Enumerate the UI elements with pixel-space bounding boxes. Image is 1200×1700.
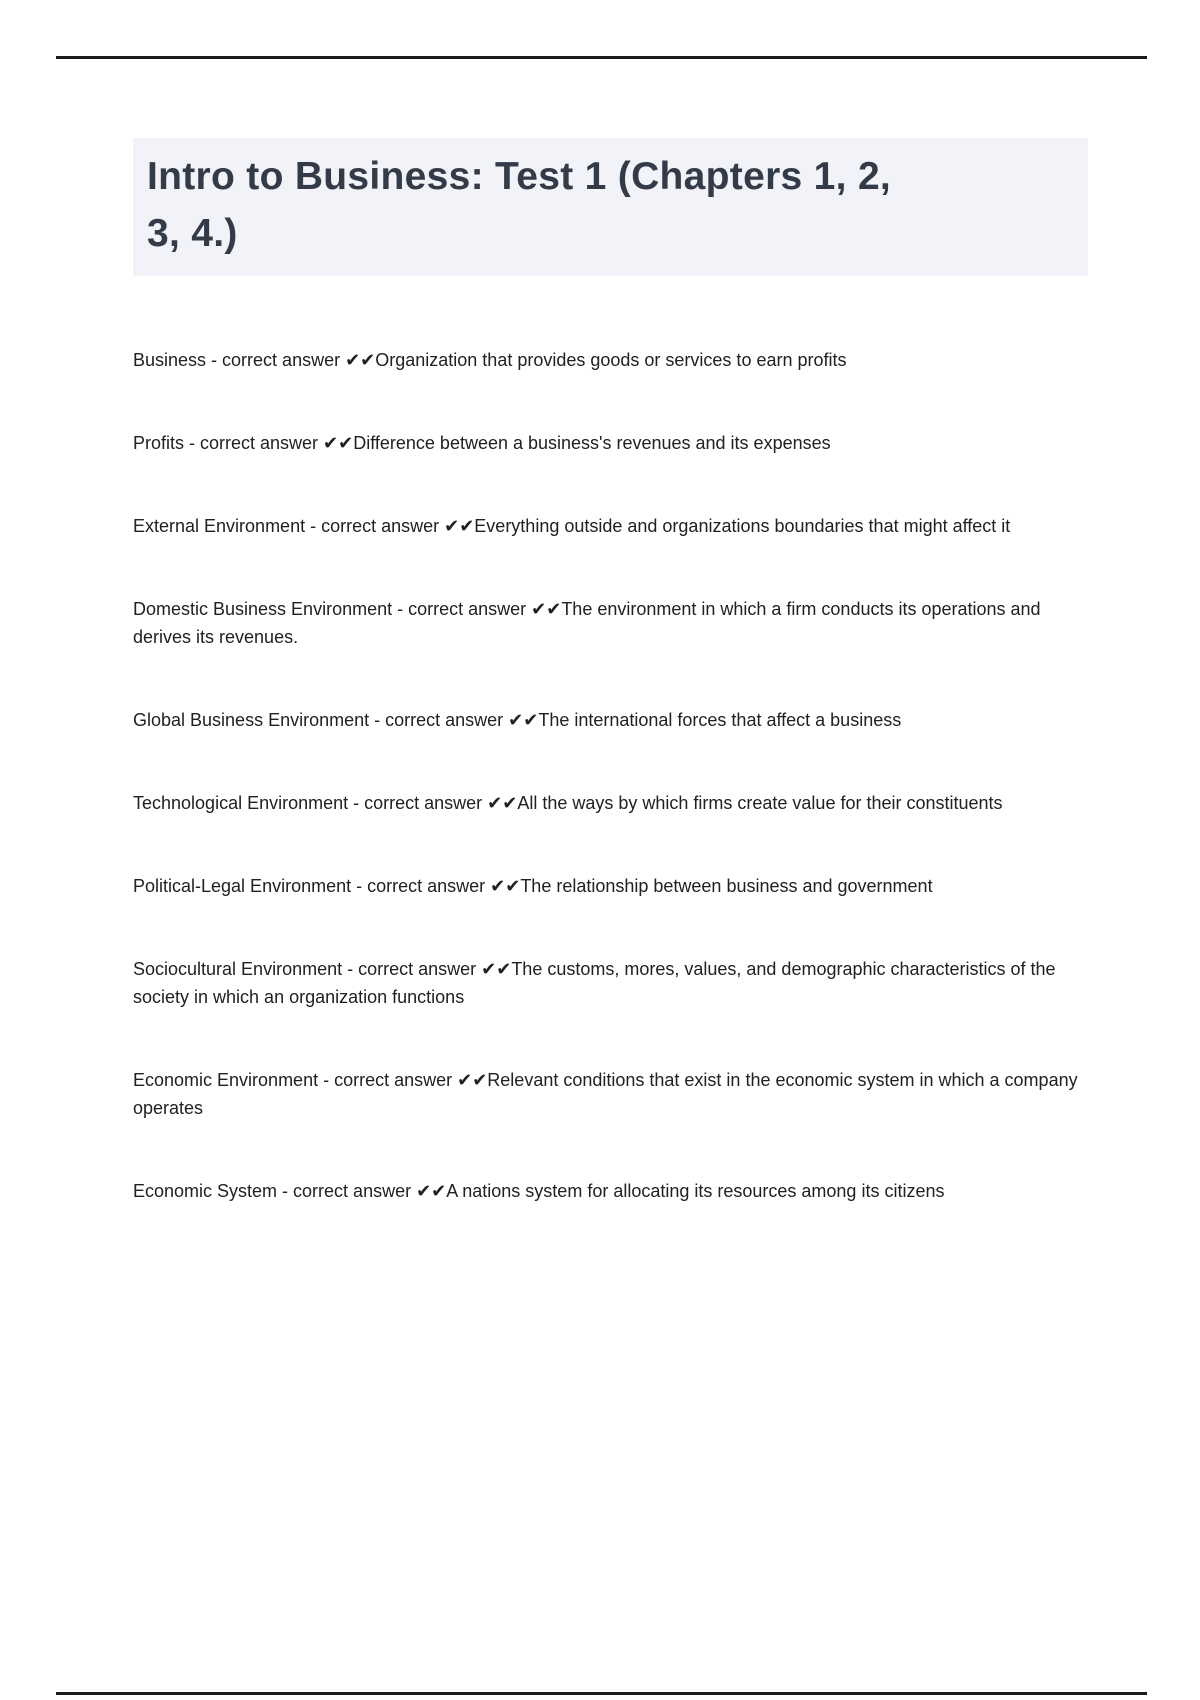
- qa-definition: Organization that provides goods or services to earn profits: [375, 350, 847, 370]
- qa-term: Political-Legal Environment: [133, 876, 352, 896]
- document-content: [133, 138, 1100, 1260]
- qa-term: Economic Environment: [133, 1070, 319, 1090]
- qa-definition: A nations system for allocating its resources among its citizens: [446, 1181, 945, 1201]
- qa-term: Technological Environment: [133, 793, 349, 813]
- qa-entry: [133, 512, 1093, 540]
- qa-definition: All the ways by which firms create value for their constituents: [517, 793, 1003, 813]
- qa-term: Economic System: [133, 1181, 278, 1201]
- qa-entry: [133, 595, 1093, 651]
- qa-entry: [133, 706, 1093, 734]
- qa-entry: [133, 1177, 1093, 1205]
- qa-definition: The relationship between business and government: [520, 876, 933, 896]
- qa-separator: - correct answer ✔✔: [351, 876, 521, 896]
- qa-term: Business: [133, 350, 207, 370]
- page-title: [133, 138, 1088, 276]
- qa-entry: [133, 1066, 1093, 1122]
- qa-entry: [133, 955, 1093, 1011]
- qa-separator: - correct answer ✔✔: [318, 1070, 488, 1090]
- qa-entry: [133, 872, 1093, 900]
- top-rule: [56, 56, 1147, 59]
- qa-term: Global Business Environment: [133, 710, 370, 730]
- qa-separator: - correct answer ✔✔: [277, 1181, 447, 1201]
- qa-term: External Environment: [133, 516, 306, 536]
- qa-definition: Relevant conditions that exist in the economic system in which a company operates: [133, 1070, 1078, 1118]
- page-title-line-1: Intro to Business: Test 1 (Chapters 1, 2,: [147, 155, 892, 198]
- bottom-rule: [56, 1692, 1147, 1695]
- qa-definition: Difference between a business's revenues and its expenses: [353, 433, 831, 453]
- qa-definition: The international forces that affect a business: [538, 710, 902, 730]
- qa-entry: [133, 429, 1093, 457]
- qa-separator: - correct answer ✔✔: [392, 599, 562, 619]
- qa-separator: - correct answer ✔✔: [184, 433, 354, 453]
- qa-definition: The customs, mores, values, and demographic characteristics of the society in which an organization functions: [133, 959, 1056, 1007]
- qa-entry: [133, 346, 1093, 374]
- qa-separator: - correct answer ✔✔: [342, 959, 512, 979]
- qa-definition: The environment in which a firm conducts its operations and derives its revenues.: [133, 599, 1041, 647]
- qa-entry: [133, 789, 1093, 817]
- qa-term: Sociocultural Environment: [133, 959, 343, 979]
- qa-list: [133, 346, 1093, 1205]
- page-title-line-2: 3, 4.): [147, 212, 238, 255]
- qa-separator: - correct answer ✔✔: [369, 710, 539, 730]
- qa-definition: Everything outside and organizations boundaries that might affect it: [474, 516, 1011, 536]
- qa-term: Profits: [133, 433, 185, 453]
- qa-separator: - correct answer ✔✔: [348, 793, 518, 813]
- qa-separator: - correct answer ✔✔: [305, 516, 475, 536]
- qa-separator: - correct answer ✔✔: [206, 350, 376, 370]
- qa-term: Domestic Business Environment: [133, 599, 393, 619]
